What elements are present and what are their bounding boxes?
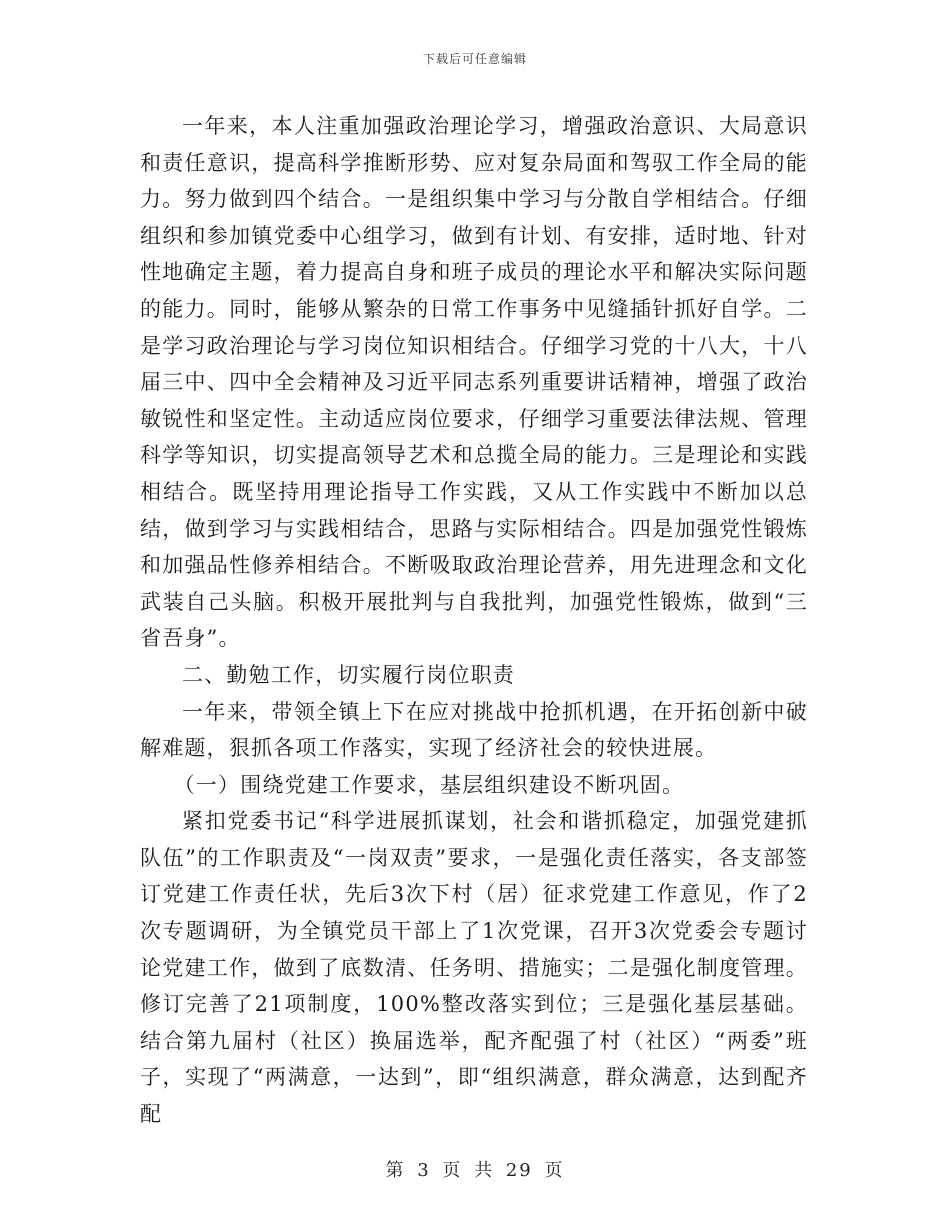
page-footer: 第 3 页 共 29 页 xyxy=(385,1160,565,1181)
paragraph-study: 一年来，本人注重加强政治理论学习，增强政治意识、大局意识和责任意识，提高科学推断形势、应对复杂局面和驾驭工作全局的能力。努力做到四个结合。一是组织集中学习与分散自学相结合。仔细组织和参加镇党委中心组学习，做到有计划、有安排，适时地、针对性地确定主题，着力提高自身和班子成员的理论水平和解决实际问题的能力。同时，能够从繁杂的日常工作事务中见缝插针抓好自学。二是学习政治理论与学习岗位知识相结合。仔细学习党的十八大，十八届三中、四中全会精神及习近平同志系列重要讲话精神，增强了政治敏锐性和坚定性。主动适应岗位要求，仔细学习重要法律法规、管理科学等知识，切实提高领导艺术和总揽全局的能力。三是理论和实践相结合。既坚持用理论指导工作实践，又从工作实践中不断加以总结，做到学习与实践相结合，思路与实际相结合。四是加强党性锻炼和加强品性修养相结合。不断吸取政治理论营养，用先进理念和文化武装自己头脑。积极开展批判与自我批判，加强党性锻炼，做到“三省吾身”。 xyxy=(140,114,808,651)
paragraph-party-building: 紧扣党委书记“科学进展抓谋划，社会和谐抓稳定，加强党建抓队伍”的工作职责及“一岗双责”要求，一是强化责任落实，各支部签订党建工作责任状，先后3次下村（居）征求党建工作意见，作了2次专题调研，为全镇党员干部上了1次党课，召开3次党委会专题讨论党建工作，做到了底数清、任务明、措施实；二是强化制度管理。修订完善了21项制度，100%整改落实到位；三是强化基层基础。结合第九届村（社区）换届选举，配齐配强了村（社区）“两委”班子，实现了“两满意，一达到”，即“组织满意，群众满意，达到配齐配 xyxy=(140,809,808,1127)
section-heading-work: 二、勤勉工作，切实履行岗位职责 xyxy=(182,662,515,687)
page-header: 下载后可任意编辑 xyxy=(422,52,527,66)
paragraph-work-intro: 一年来，带领全镇上下在应对挑战中抢抓机遇，在开拓创新中破解难题，狠抓各项工作落实，实现了经济社会的较快进展。 xyxy=(140,699,808,761)
document-body xyxy=(140,108,808,1133)
subsection-heading-party-building: （一）围绕党建工作要求，基层组织建设不断巩固。 xyxy=(173,772,685,797)
